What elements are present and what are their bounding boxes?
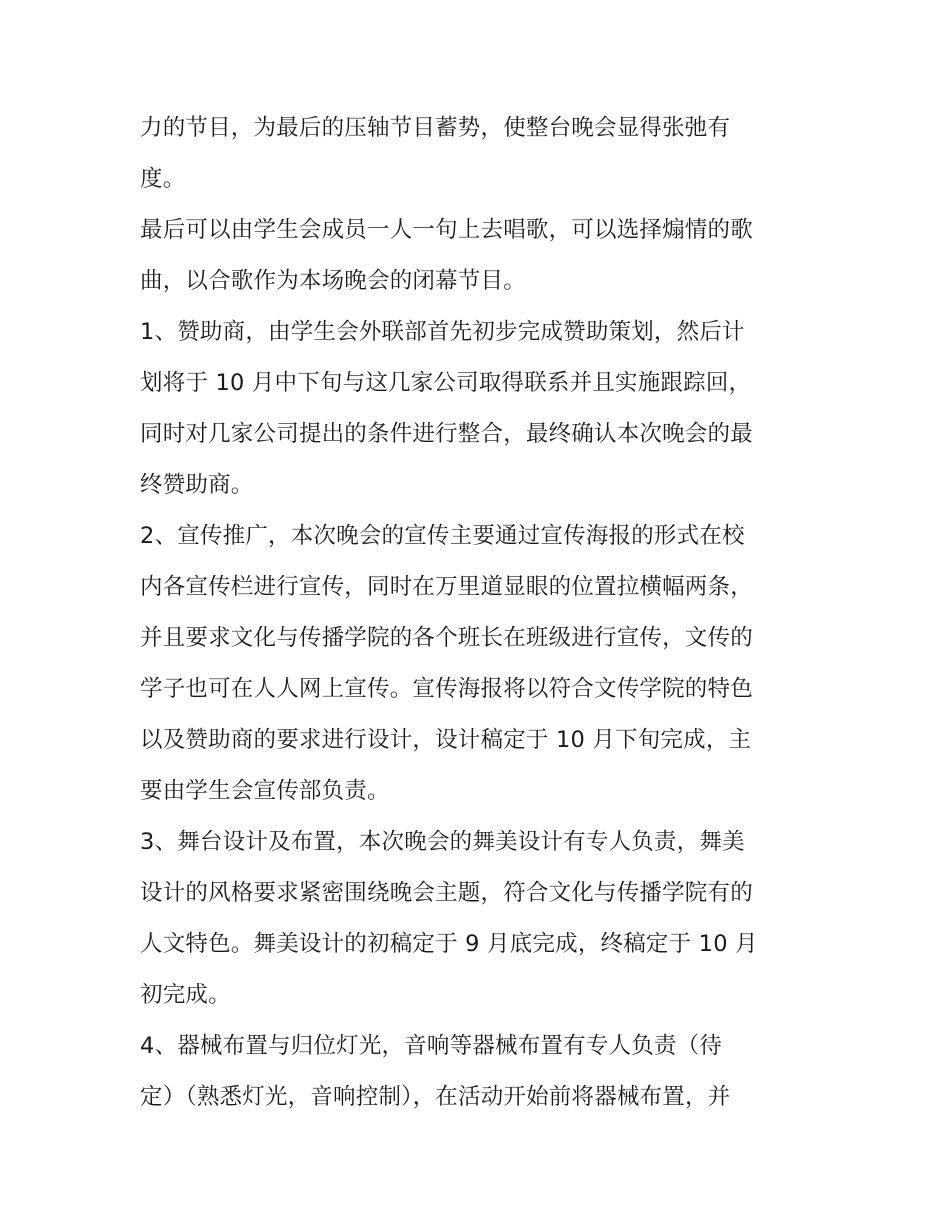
text-line: 曲，以合歌作为本场晚会的闭幕节目。: [140, 268, 526, 294]
text-line: 2、宣传推广，本次晚会的宣传主要通过宣传海报的形式在校: [140, 523, 745, 549]
text-line: 人文特色。舞美设计的初稿定于 9 月底完成，终稿定于 10 月: [140, 931, 758, 957]
text-line: 1、赞助商，由学生会外联部首先初步完成赞助策划，然后计: [140, 319, 745, 345]
text-line: 度。: [140, 166, 186, 192]
text-line: 以及赞助商的要求进行设计，设计稿定于 10 月下旬完成，主: [140, 727, 752, 753]
text-line: 4、器械布置与归位灯光，音响等器械布置有专人负责（待: [140, 1033, 723, 1059]
text-line: 同时对几家公司提出的条件进行整合，最终确认本次晚会的最: [140, 421, 753, 447]
document-body: [140, 103, 820, 1123]
text-line: 划将于 10 月中下旬与这几家公司取得联系并且实施跟踪回，: [140, 370, 752, 396]
text-line: 终赞助商。: [140, 472, 254, 498]
text-line: 最后可以由学生会成员一人一句上去唱歌，可以选择煽情的歌: [140, 217, 753, 243]
text-line: 力的节目，为最后的压轴节目蓄势，使整台晚会显得张弛有: [140, 115, 731, 141]
text-line: 学子也可在人人网上宣传。宣传海报将以符合文传学院的特色: [140, 676, 753, 702]
text-line: 内各宣传栏进行宣传，同时在万里道显眼的位置拉横幅两条，: [140, 574, 753, 600]
text-line: 并且要求文化与传播学院的各个班长在班级进行宣传，文传的: [140, 625, 753, 651]
text-line: 3、舞台设计及布置，本次晚会的舞美设计有专人负责，舞美: [140, 829, 745, 855]
text-line: 初完成。: [140, 982, 231, 1008]
text-line: 要由学生会宣传部负责。: [140, 778, 390, 804]
text-line: 定）（熟悉灯光，音响控制），在活动开始前将器械布置，并: [140, 1084, 731, 1110]
text-line: 设计的风格要求紧密围绕晚会主题，符合文化与传播学院有的: [140, 880, 753, 906]
